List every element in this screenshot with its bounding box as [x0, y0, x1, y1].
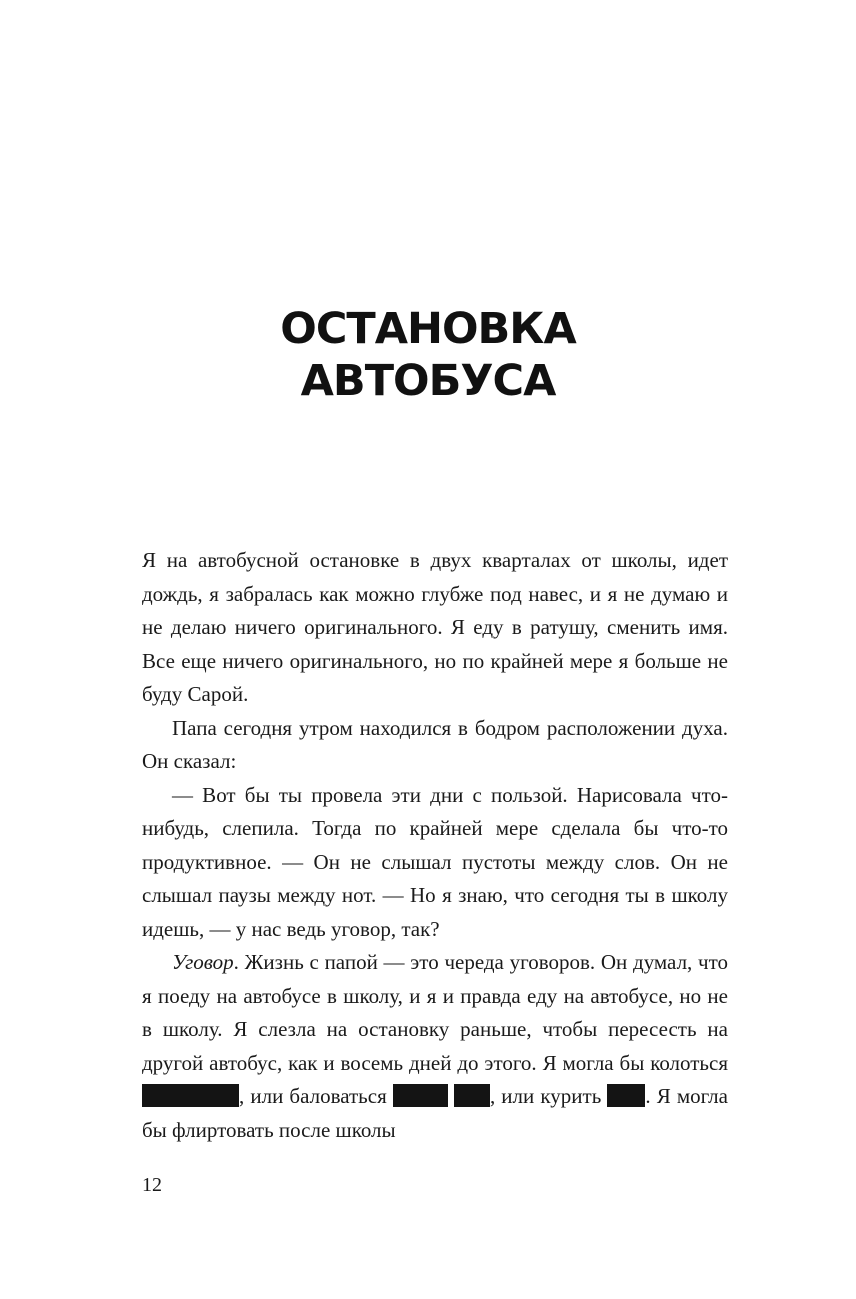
paragraph-1: Я на автобусной остановке в двух кварталах от школы, идет дождь, я забралась как можно глубже под навес, и я не думаю и не делаю ничего оригинального. Я еду в ратушу, сменить имя. Все еще ничего оригинального, но по крайней мере я больше не буду Сарой. [142, 548, 728, 706]
emphasized-word: Уговор [172, 950, 234, 974]
chapter-title-line-2: АВТОБУСА [300, 356, 556, 406]
redaction-bar [393, 1084, 448, 1107]
redaction-bar [607, 1084, 645, 1107]
chapter-title-line-1: ОСТАНОВКА [280, 304, 576, 354]
paragraph-4-text-a: . Жизнь с папой — это череда уговоров. Он думал, что я поеду на автобусе в школу, и я и правда еду на автобусе, но не в школу. Я слезла на остановку раньше, чтобы пересесть на другой автобус, как и восемь дней до этого. Я могла бы колоться [142, 950, 728, 1075]
chapter-title [0, 303, 856, 407]
paragraph-4-text-c: , или курить [489, 1084, 608, 1108]
chapter-body-text [142, 544, 728, 1147]
paragraph-4-text-d: . Я могла бы флиртовать после школы [142, 1084, 728, 1142]
paragraph-4-text-b: , или баловаться [239, 1084, 393, 1108]
page-number: 12 [142, 1174, 162, 1196]
redaction-bar [454, 1084, 490, 1107]
paragraph-4 [142, 946, 728, 1147]
redaction-bar [142, 1084, 239, 1107]
paragraph-2: Папа сегодня утром находился в бодром расположении духа. Он сказал: [142, 715, 728, 773]
paragraph-3: — Вот бы ты провела эти дни с пользой. Нарисовала что-нибудь, слепила. Тогда по крайней мере сделала бы что-то продуктивное. — Он не слышал пустоты между слов. Он не слышал паузы между нот. — Но я знаю, что сегодня ты в школу идешь, — у нас ведь уговор, так? [142, 782, 728, 941]
